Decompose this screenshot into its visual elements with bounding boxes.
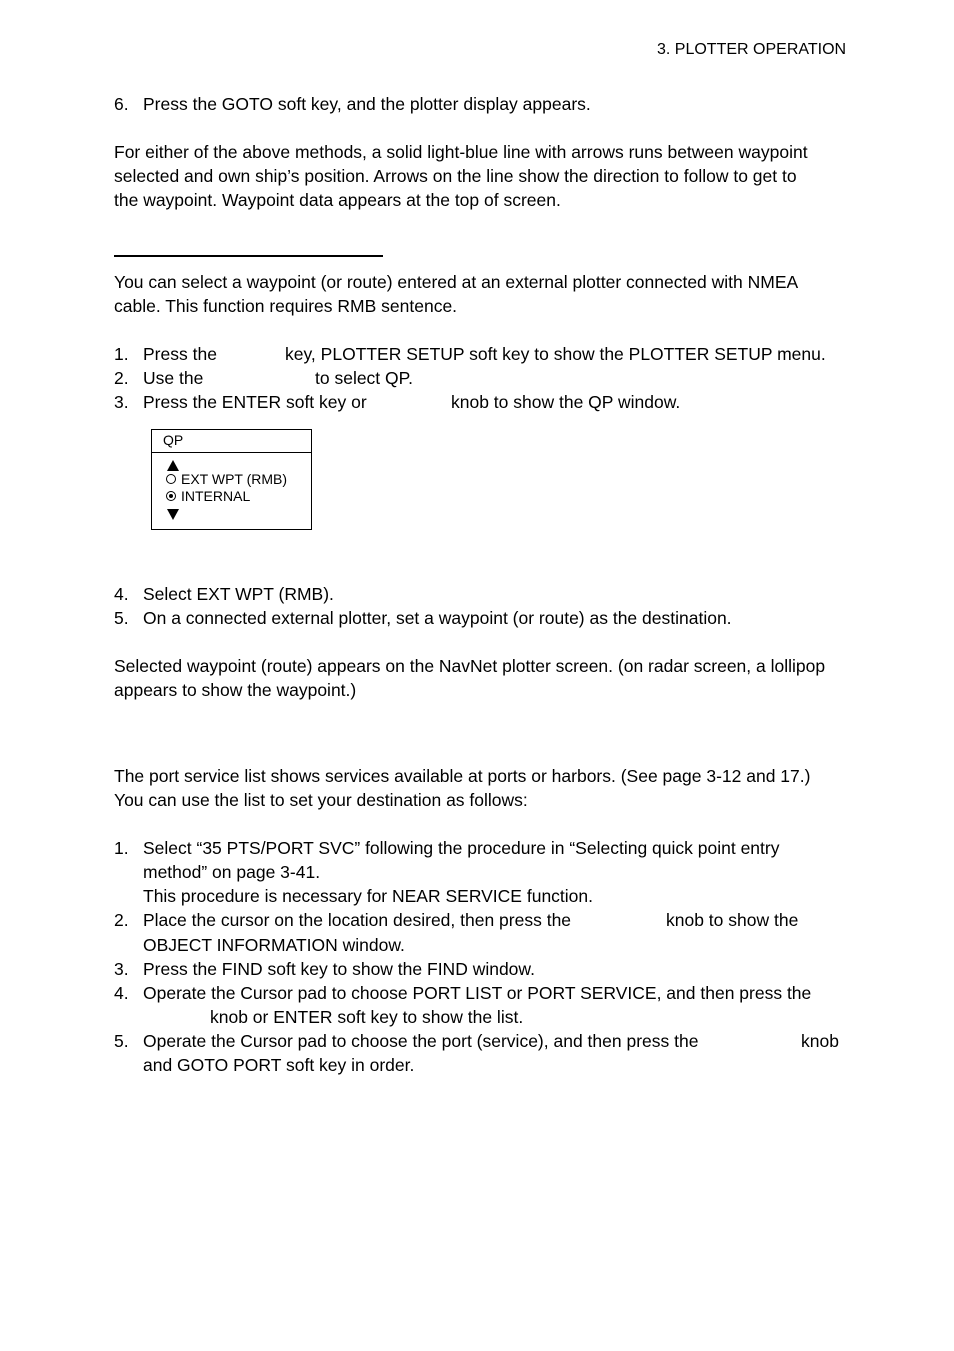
- radio-unselected-icon: [166, 474, 176, 484]
- qp-option-label: EXT WPT (RMB): [181, 471, 288, 487]
- paragraph-line: appears to show the waypoint.): [114, 680, 357, 700]
- step-text: Press the GOTO soft key, and the plotter display appears.: [143, 94, 591, 114]
- step-text: knob to show the QP window.: [451, 392, 681, 412]
- step-number: 3.: [114, 959, 129, 979]
- paragraph-line: You can select a waypoint (or route) entered at an external plotter connected with NMEA: [114, 272, 799, 292]
- paragraph-line: Selected waypoint (route) appears on the NavNet plotter screen. (on radar screen, a lollipop: [114, 656, 826, 676]
- paragraph-line: cable. This function requires RMB sentence.: [114, 296, 458, 316]
- step-number: 2.: [114, 910, 129, 930]
- step-text: method” on page 3-41.: [143, 862, 321, 882]
- step-number: 5.: [114, 608, 129, 628]
- step-number: 1.: [114, 838, 129, 858]
- step-text: Select “35 PTS/PORT SVC” following the procedure in “Selecting quick point entry: [143, 838, 780, 858]
- qp-window-title: QP: [163, 432, 184, 448]
- step-text: and GOTO PORT soft key in order.: [143, 1055, 415, 1075]
- step-text: Press the FIND soft key to show the FIND window.: [143, 959, 535, 979]
- step-number: 1.: [114, 344, 129, 364]
- step-text: knob to show the: [666, 910, 799, 930]
- step-text: OBJECT INFORMATION window.: [143, 935, 405, 955]
- step-text: key, PLOTTER SETUP soft key to show the PLOTTER SETUP menu.: [285, 344, 826, 364]
- step-text: On a connected external plotter, set a waypoint (or route) as the destination.: [143, 608, 732, 628]
- step-text: Operate the Cursor pad to choose PORT LIST or PORT SERVICE, and then press the: [143, 983, 812, 1003]
- step-number: 3.: [114, 392, 129, 412]
- step-number: 2.: [114, 368, 129, 388]
- step-number: 5.: [114, 1031, 129, 1051]
- step-text: Select EXT WPT (RMB).: [143, 584, 334, 604]
- scroll-up-arrow-icon: [167, 460, 179, 471]
- step-number: 6.: [114, 94, 129, 114]
- qp-title-divider: [152, 452, 311, 453]
- paragraph-line: selected and own ship’s position. Arrows on the line show the direction to follow to get to: [114, 166, 797, 186]
- step-number: 4.: [114, 983, 129, 1003]
- step-text: Press the: [143, 344, 217, 364]
- step-text: This procedure is necessary for NEAR SERVICE function.: [143, 886, 594, 906]
- step-text: Use the: [143, 368, 204, 388]
- step-text: Press the ENTER soft key or: [143, 392, 367, 412]
- paragraph-line: You can use the list to set your destination as follows:: [114, 790, 528, 810]
- qp-option-internal: [166, 488, 250, 505]
- paragraph-line: the waypoint. Waypoint data appears at the top of screen.: [114, 190, 561, 210]
- radio-selected-icon: [166, 491, 176, 501]
- page-header: 3. PLOTTER OPERATION: [657, 41, 847, 58]
- qp-window: [151, 429, 312, 530]
- qp-option-label: INTERNAL: [181, 488, 251, 504]
- step-number: 4.: [114, 584, 129, 604]
- paragraph-line: The port service list shows services available at ports or harbors. (See page 3-12 and 17.): [114, 766, 811, 786]
- section-rule: [114, 255, 383, 257]
- qp-option-ext-wpt: [166, 471, 287, 488]
- step-text: Place the cursor on the location desired, then press the: [143, 910, 572, 930]
- step-text: to select QP.: [315, 368, 413, 388]
- step-text: knob or ENTER soft key to show the list.: [210, 1007, 524, 1027]
- step-text: knob: [801, 1031, 839, 1051]
- scroll-down-arrow-icon: [167, 509, 179, 520]
- paragraph-line: For either of the above methods, a solid light-blue line with arrows runs between waypoint: [114, 142, 808, 162]
- step-text: Operate the Cursor pad to choose the port (service), and then press the: [143, 1031, 699, 1051]
